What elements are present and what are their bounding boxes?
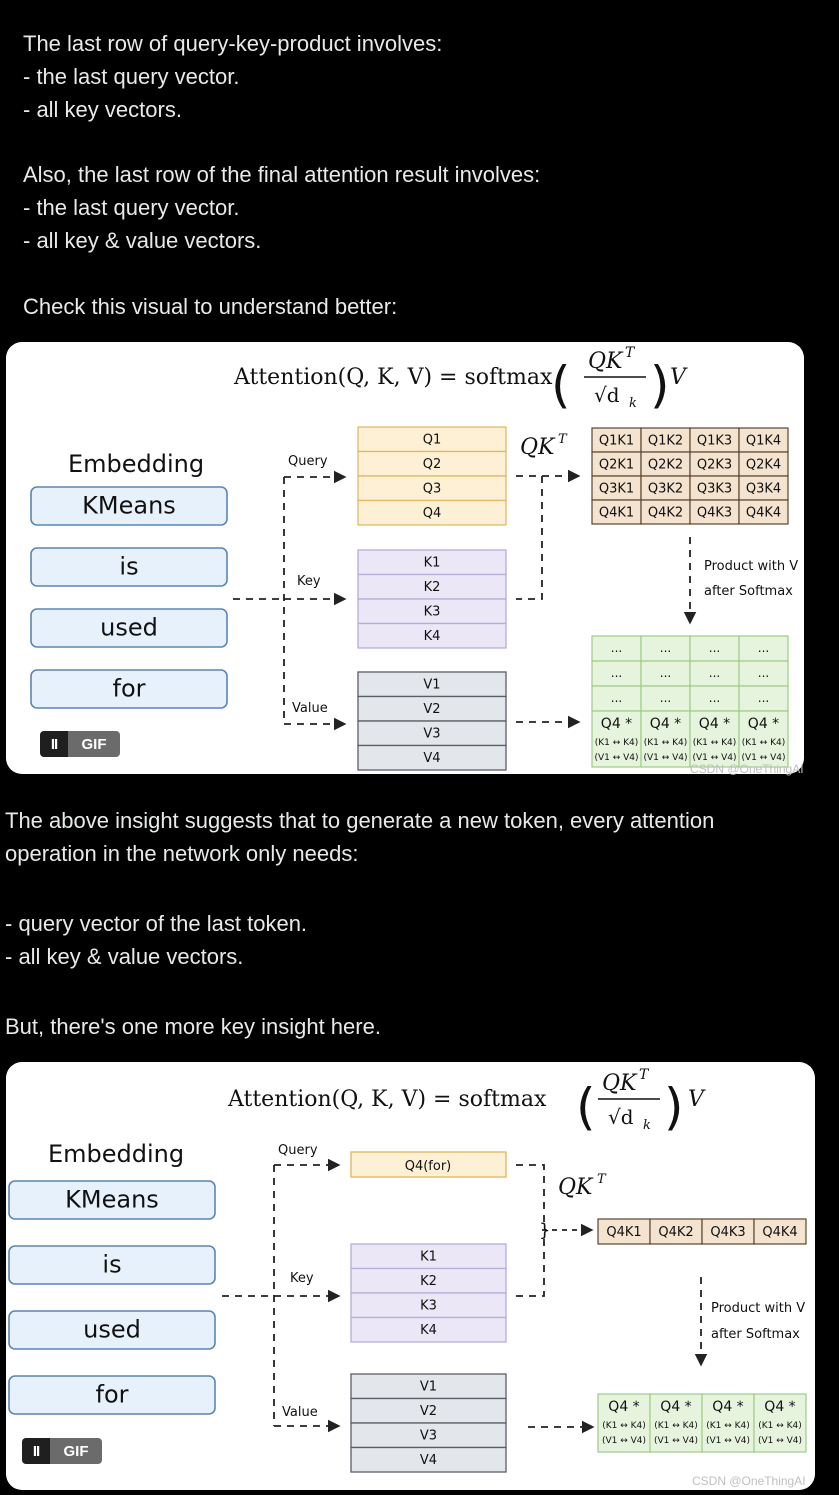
product-line1: Product with V [711, 1301, 806, 1316]
text-line: But, there's one more key insight here. [5, 1014, 381, 1039]
result-mid: (K1 ↔ K4) [602, 1421, 646, 1431]
formula-right: V [688, 1087, 704, 1112]
key-label: K4 [423, 629, 441, 645]
result-ellipsis: ... [708, 691, 721, 705]
key-label: K3 [420, 1298, 437, 1314]
gif-control[interactable] [22, 1438, 102, 1464]
paren-left: ( [551, 356, 571, 414]
result-ellipsis: ... [610, 691, 623, 705]
key-label: K2 [420, 1274, 437, 1290]
query-label: Q4 [422, 506, 442, 522]
result-top: Q4 * [712, 1399, 744, 1415]
result-bot: (V1 ↔ V4) [643, 753, 688, 763]
result-bot: (V1 ↔ V4) [594, 753, 639, 763]
text-line: The above insight suggests that to generate a new token, every attention [5, 808, 715, 833]
result-mid: (K1 ↔ K4) [594, 738, 639, 748]
text-line: - query vector of the last token. [5, 911, 308, 936]
result-bot: (V1 ↔ V4) [757, 1436, 803, 1446]
value-label: V1 [423, 677, 441, 693]
matrix-cell-label: Q2K3 [696, 457, 733, 473]
result-ellipsis: ... [659, 691, 672, 705]
diagram-card-2 [6, 1062, 815, 1490]
paragraph-1 [23, 27, 442, 126]
result-ellipsis: ... [610, 666, 623, 680]
text-line: Also, the last row of the final attention result involves: [23, 162, 541, 187]
formula-right: V [670, 365, 686, 390]
query-last-label: Q4(for) [404, 1159, 452, 1174]
result-row [598, 1394, 806, 1452]
pause-icon[interactable]: II [22, 1438, 50, 1464]
matrix-cell-label: Q1K1 [598, 433, 635, 449]
matrix-cell-label: Q3K3 [696, 481, 733, 497]
token-label: used [100, 613, 158, 642]
text-line: Check this visual to understand better: [23, 294, 398, 319]
result-bot: (V1 ↔ V4) [741, 753, 786, 763]
text-line: The last row of query-key-product involves: [23, 31, 443, 56]
product-line2: after Softmax [704, 584, 793, 599]
product-line2: after Softmax [711, 1327, 800, 1342]
token-list [31, 487, 227, 708]
result-mid: (K1 ↔ K4) [758, 1421, 802, 1431]
matrix-cell-label: Q4K2 [647, 505, 684, 521]
paragraph-3 [23, 290, 397, 323]
matrix-cell-label: Q2K2 [647, 457, 684, 473]
result-top: Q4 * [747, 716, 780, 732]
label-key: Key [297, 574, 321, 589]
matrix-cell-label: Q4K4 [745, 505, 782, 521]
token-list [9, 1181, 215, 1414]
result-ellipsis: ... [659, 641, 672, 655]
query-label: Q2 [422, 457, 442, 473]
value-matrix [351, 1374, 506, 1472]
result-mid: (K1 ↔ K4) [706, 1421, 750, 1431]
result-top: Q4 * [608, 1399, 640, 1415]
watermark: CSDN @OneThingAI [690, 762, 804, 776]
matrix-cell-label: Q3K4 [745, 481, 782, 497]
result-bot: (V1 ↔ V4) [653, 1436, 699, 1446]
matrix-cell-label: Q2K1 [598, 457, 635, 473]
gif-label: GIF [68, 731, 120, 757]
formula-den-sub: k [629, 396, 637, 411]
formula-den-sub: k [643, 1118, 651, 1133]
connector-key-qk [516, 1238, 544, 1296]
value-label: V1 [419, 1379, 438, 1395]
result-top: Q4 * [649, 716, 682, 732]
result-ellipsis: ... [708, 641, 721, 655]
result-ellipsis: ... [659, 666, 672, 680]
value-label: V2 [423, 702, 441, 718]
matrix-cell-label: Q3K2 [647, 481, 684, 497]
result-ellipsis: ... [708, 666, 721, 680]
attention-diagram-last-token [6, 1062, 815, 1490]
token-label: used [83, 1315, 141, 1344]
result-bot: (V1 ↔ V4) [705, 1436, 751, 1446]
token-label: is [119, 552, 139, 581]
text-line: - all key & value vectors. [5, 944, 244, 969]
value-label: V4 [423, 751, 441, 767]
matrix-cell-label: Q2K4 [745, 457, 782, 473]
key-label: K3 [423, 604, 441, 620]
watermark: CSDN @OneThingAI [692, 1474, 806, 1488]
query-label: Q1 [422, 432, 442, 448]
result-bot: (V1 ↔ V4) [601, 1436, 647, 1446]
qkt-sup: T [558, 432, 567, 447]
brace: } [539, 1220, 551, 1241]
result-mid: (K1 ↔ K4) [643, 738, 688, 748]
matrix-cell-label: Q4K3 [710, 1225, 746, 1240]
result-bot: (V1 ↔ V4) [692, 753, 737, 763]
formula-den: √d [608, 1105, 634, 1129]
embedding-title: Embedding [68, 450, 205, 478]
matrix-cell-label: Q4K3 [696, 505, 733, 521]
product-line1: Product with V [704, 559, 799, 574]
formula-num: QK [602, 1071, 637, 1096]
label-value: Value [282, 1405, 318, 1420]
value-matrix [358, 672, 506, 770]
key-label: K4 [420, 1323, 437, 1339]
label-value: Value [292, 701, 328, 716]
embedding-title: Embedding [48, 1140, 185, 1168]
qkt-label: QK [520, 435, 555, 460]
gif-label: GIF [50, 1438, 102, 1464]
token-label: for [95, 1380, 129, 1409]
result-ellipsis: ... [757, 666, 770, 680]
matrix-cell-label: Q4K1 [606, 1225, 642, 1240]
pause-icon[interactable]: II [40, 731, 68, 757]
result-ellipsis: ... [610, 641, 623, 655]
paren-right: ) [650, 356, 670, 414]
result-mid: (K1 ↔ K4) [654, 1421, 698, 1431]
matrix-cell-label: Q4K4 [762, 1225, 798, 1240]
key-matrix [351, 1244, 506, 1342]
key-matrix [358, 550, 506, 648]
query-matrix [358, 427, 506, 525]
token-label: KMeans [82, 491, 176, 520]
text-line: - all key vectors. [23, 97, 182, 122]
label-query: Query [278, 1143, 318, 1158]
label-key: Key [290, 1271, 314, 1286]
token-label: KMeans [65, 1185, 159, 1214]
paragraph-5 [5, 907, 307, 973]
formula-num: QK [588, 349, 623, 374]
qkt-label: QK [558, 1175, 593, 1200]
matrix-cell-label: Q3K1 [598, 481, 635, 497]
result-ellipsis: ... [757, 641, 770, 655]
matrix-cell-label: Q1K4 [745, 433, 782, 449]
matrix-cell-label: Q1K3 [696, 433, 733, 449]
label-query: Query [288, 454, 328, 469]
paragraph-4 [5, 804, 714, 870]
value-label: V3 [423, 726, 441, 742]
formula-sup: T [639, 1067, 649, 1083]
text-line: operation in the network only needs: [5, 841, 359, 866]
value-label: V4 [419, 1453, 438, 1469]
qkt-sup: T [597, 1172, 606, 1187]
connector-key-qk [516, 476, 542, 599]
text-line: - the last query vector. [23, 64, 240, 89]
qk-last-row [598, 1219, 806, 1244]
key-label: K1 [423, 555, 441, 571]
query-label: Q3 [422, 481, 442, 497]
formula-sup: T [625, 345, 635, 361]
connector-query-qk [516, 1165, 544, 1222]
gif-control[interactable] [40, 731, 120, 757]
paren-left: ( [576, 1078, 596, 1136]
key-label: K2 [423, 580, 441, 596]
result-top: Q4 * [660, 1399, 692, 1415]
result-mid: (K1 ↔ K4) [692, 738, 737, 748]
value-label: V3 [419, 1428, 438, 1444]
token-label: for [112, 674, 146, 703]
result-mid: (K1 ↔ K4) [741, 738, 786, 748]
token-label: is [102, 1250, 122, 1279]
result-ellipsis: ... [757, 691, 770, 705]
result-top: Q4 * [600, 716, 633, 732]
qk-product-matrix [592, 428, 788, 524]
attention-diagram-full [6, 342, 804, 774]
matrix-cell-label: Q1K2 [647, 433, 684, 449]
formula-left: Attention(Q, K, V) = softmax [234, 365, 553, 390]
key-label: K1 [420, 1249, 437, 1265]
diagram-card-1 [6, 342, 804, 774]
paragraph-2 [23, 158, 540, 257]
result-matrix [592, 636, 788, 767]
result-top: Q4 * [764, 1399, 796, 1415]
value-label: V2 [419, 1404, 438, 1420]
matrix-cell-label: Q4K2 [658, 1225, 694, 1240]
formula-den: √d [594, 383, 620, 407]
paragraph-6 [5, 1010, 381, 1043]
formula-left: Attention(Q, K, V) = softmax [228, 1087, 547, 1112]
result-top: Q4 * [698, 716, 731, 732]
paren-right: ) [664, 1078, 684, 1136]
text-line: - all key & value vectors. [23, 228, 262, 253]
text-line: - the last query vector. [23, 195, 240, 220]
matrix-cell-label: Q4K1 [598, 505, 635, 521]
